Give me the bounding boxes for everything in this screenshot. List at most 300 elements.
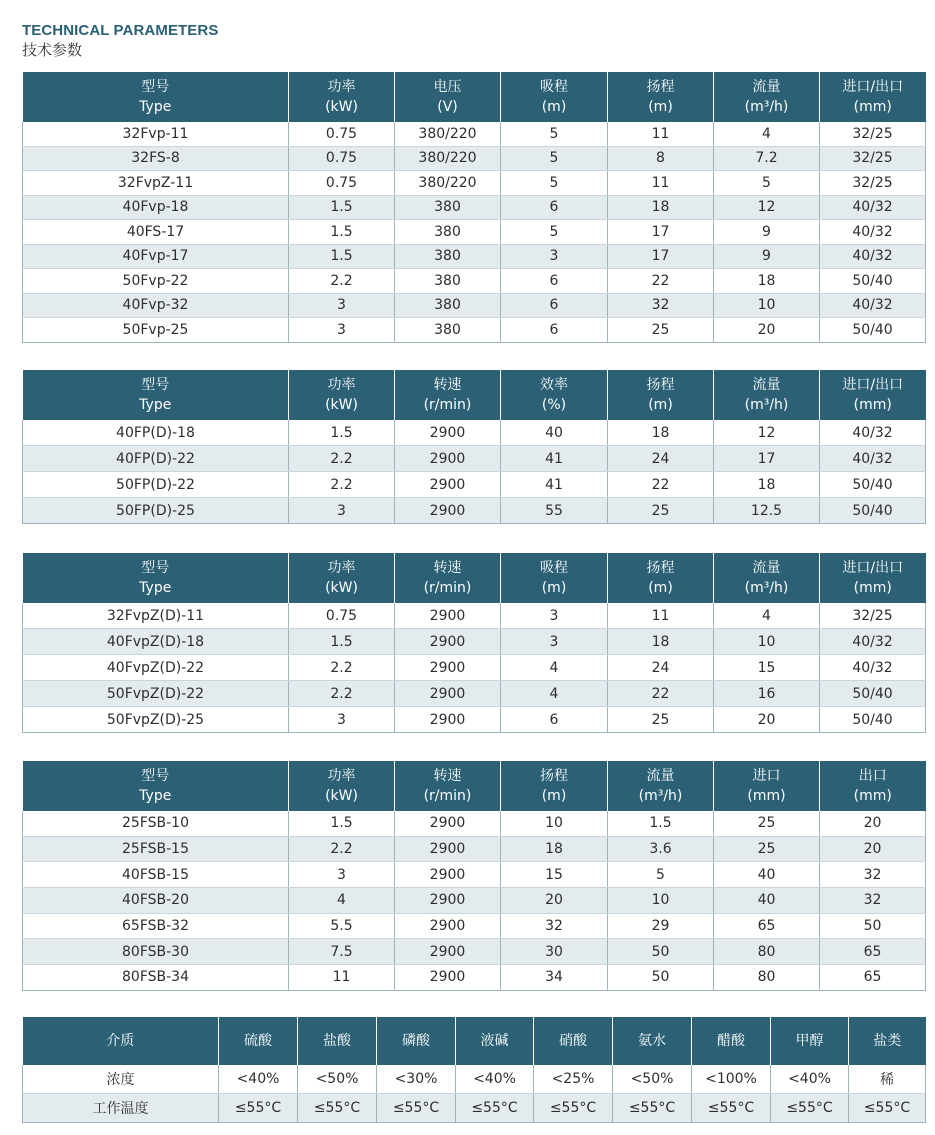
table-cell: 2900 [395,836,501,862]
table-cell: 5 [608,862,714,888]
table-cell: 32 [608,293,714,318]
table-cell: <25% [534,1065,613,1094]
column-header-unit: Type [139,99,172,115]
table-cell: 40/32 [820,293,926,318]
table-cell: 2900 [395,446,501,472]
column-header-unit: (m) [541,99,567,115]
table-cell: 20 [714,707,820,733]
section-title-en: TECHNICAL PARAMETERS [22,22,219,39]
table-cell: 6 [501,269,608,294]
column-header [820,761,926,811]
table-cell: 20 [714,318,820,343]
row-label-cell: 25FSB-10 [23,811,289,836]
section-title-cn: 技术参数 [22,41,83,59]
table-row [23,1094,926,1123]
column-header-label: 硫酸 [244,1033,272,1049]
column-header [23,553,289,603]
column-header [456,1017,534,1065]
table-cell: 3 [289,293,395,318]
table-cell: 18 [608,420,714,446]
table-cell: 6 [501,318,608,343]
table-cell: 15 [501,862,608,888]
table-cell: 11 [608,122,714,146]
column-header-unit: (mm) [853,397,892,413]
column-header-label: 出口 [858,768,887,784]
table-cell: 8 [608,146,714,171]
column-header [613,1017,692,1065]
column-header-label: 转速 [433,768,462,784]
row-label-cell: 32Fvp-11 [23,122,289,146]
row-label-cell: 40FP(D)-22 [23,446,289,472]
row-label-cell: 40FP(D)-18 [23,420,289,446]
column-header [608,761,714,811]
row-label-cell: 40Fvp-18 [23,195,289,220]
column-header [395,72,501,122]
table-row [23,318,926,343]
column-header-label: 效率 [540,377,568,393]
row-label-cell: 40FvpZ(D)-18 [23,629,289,655]
table-cell: 6 [501,293,608,318]
column-header [23,72,289,122]
column-header [534,1017,613,1065]
column-header-label: 扬程 [646,377,675,393]
column-header-label: 磷酸 [402,1033,430,1049]
column-header-unit: (mm) [853,99,892,115]
table-row [23,195,926,220]
table-cell: <40% [771,1065,849,1094]
table-row [23,603,926,629]
table-cell: 380/220 [395,122,501,146]
column-header-unit: (r/min) [423,580,472,596]
table-cell: <40% [456,1065,534,1094]
column-header [771,1017,849,1065]
column-header-label: 流量 [752,560,781,576]
table-row [23,122,926,146]
column-header-unit: (r/min) [423,397,472,413]
table-cell: 0.75 [289,171,395,196]
spec-table-1 [22,72,926,343]
table-cell: <40% [219,1065,298,1094]
table-cell: 3 [289,707,395,733]
column-header-label: 转速 [433,560,462,576]
table-cell: 3 [289,318,395,343]
table-cell: 380/220 [395,171,501,196]
table-cell: 2900 [395,707,501,733]
column-header-label: 进口/出口 [842,377,904,393]
row-label-cell: 80FSB-34 [23,965,289,991]
column-header [23,370,289,420]
column-header [23,761,289,811]
table-cell: <50% [613,1065,692,1094]
column-header [501,761,608,811]
column-header [395,761,501,811]
table-row [23,655,926,681]
table-cell: 25 [714,836,820,862]
column-header-unit: (m) [541,788,567,804]
table-cell: 40/32 [820,629,926,655]
table-cell: 11 [608,171,714,196]
table-cell: 40 [714,888,820,914]
table-cell: 50/40 [820,498,926,524]
column-header-label: 氨水 [638,1033,666,1049]
table-cell: 16 [714,681,820,707]
column-header-label: 型号 [141,560,170,576]
table-cell: 3.6 [608,836,714,862]
row-label-cell: 40FSB-15 [23,862,289,888]
column-header-unit: (V) [437,99,458,115]
column-header-unit: (mm) [853,788,892,804]
table-cell: 4 [714,122,820,146]
table-cell: ≤55°C [849,1094,926,1123]
medium-compatibility-table [22,1017,926,1123]
table-cell: 24 [608,655,714,681]
column-header-label: 甲醇 [795,1033,824,1049]
table-cell: 2.2 [289,681,395,707]
spec-table-3 [22,553,926,733]
table-cell: ≤55°C [377,1094,456,1123]
table-cell: 10 [714,629,820,655]
table-row [23,913,926,939]
table-row [23,420,926,446]
table-cell: 4 [289,888,395,914]
column-header-unit: (r/min) [423,788,472,804]
table-cell: 65 [820,965,926,991]
table-cell: 0.75 [289,603,395,629]
column-header-unit: (m³/h) [744,397,789,413]
spec-table-2 [22,370,926,524]
row-label-cell: 50FP(D)-25 [23,498,289,524]
table-cell: 380 [395,195,501,220]
column-header-label: 型号 [141,79,170,95]
table-cell: 2900 [395,939,501,965]
table-cell: 34 [501,965,608,991]
column-header [395,370,501,420]
column-header-unit: (m) [541,580,567,596]
column-header-label: 电压 [433,79,462,95]
table-cell: 20 [501,888,608,914]
row-label-cell: 50FvpZ(D)-25 [23,707,289,733]
table-cell: 2.2 [289,472,395,498]
table-cell: 32 [501,913,608,939]
table-cell: 40/32 [820,195,926,220]
row-label-cell: 40Fvp-32 [23,293,289,318]
row-label-cell: 40FSB-20 [23,888,289,914]
table-cell: 2900 [395,862,501,888]
column-header-unit: Type [139,580,172,596]
column-header-unit: (m³/h) [744,580,789,596]
table-cell: 4 [501,681,608,707]
column-header-label: 盐类 [873,1033,902,1049]
column-header-unit: (m³/h) [744,99,789,115]
column-header-label: 扬程 [540,768,568,784]
row-label-cell: 50Fvp-25 [23,318,289,343]
table-cell: 32/25 [820,146,926,171]
table-cell: 18 [714,269,820,294]
column-header-label: 进口 [752,768,781,784]
column-header-label: 液碱 [480,1033,509,1049]
column-header-label: 转速 [433,377,462,393]
column-header-label: 进口/出口 [842,560,904,576]
table-cell: 20 [820,811,926,836]
table-cell: 4 [501,655,608,681]
table-cell: ≤55°C [298,1094,377,1123]
column-header-unit: (m) [648,397,673,413]
column-header [714,370,820,420]
column-header-unit: (kW) [325,397,358,413]
table-row [23,629,926,655]
row-label-cell: 浓度 [23,1065,219,1094]
table-cell: 9 [714,220,820,245]
table-cell: 50/40 [820,707,926,733]
table-cell: 0.75 [289,146,395,171]
table-cell: 2900 [395,472,501,498]
table-cell: 18 [501,836,608,862]
table-cell: 41 [501,472,608,498]
table-cell: 1.5 [289,811,395,836]
column-header [608,370,714,420]
table-cell: 30 [501,939,608,965]
row-label-cell: 32FvpZ-11 [23,171,289,196]
row-label-cell: 50Fvp-22 [23,269,289,294]
table-cell: 1.5 [289,244,395,269]
row-label-cell: 50FP(D)-22 [23,472,289,498]
table-cell: 80 [714,965,820,991]
table-cell: ≤55°C [613,1094,692,1123]
table-cell: 50 [820,913,926,939]
column-header [849,1017,926,1065]
column-header-label: 流量 [752,79,781,95]
header-row [23,370,926,420]
table-row [23,681,926,707]
table-cell: 32/25 [820,122,926,146]
table-row [23,811,926,836]
table-cell: 10 [608,888,714,914]
table-row [23,1065,926,1094]
table-cell: 2.2 [289,269,395,294]
table-cell: 3 [289,498,395,524]
column-header [395,553,501,603]
column-header-label: 功率 [327,377,356,393]
table-row [23,498,926,524]
table-cell: 40/32 [820,220,926,245]
table-cell: ≤55°C [456,1094,534,1123]
column-header-label: 介质 [106,1033,135,1049]
table-cell: 65 [714,913,820,939]
table-cell: 50/40 [820,472,926,498]
table-cell: 20 [820,836,926,862]
table-row [23,707,926,733]
row-label-cell: 80FSB-30 [23,939,289,965]
row-label-cell: 40Fvp-17 [23,244,289,269]
column-header [820,370,926,420]
table-cell: 10 [501,811,608,836]
table-cell: 50/40 [820,318,926,343]
column-header [501,72,608,122]
table-cell: 18 [608,195,714,220]
table-cell: 5 [714,171,820,196]
table-cell: 25 [608,318,714,343]
table-cell: 41 [501,446,608,472]
table-cell: 6 [501,707,608,733]
table-cell: 40/32 [820,446,926,472]
table-cell: 3 [501,629,608,655]
table-cell: 380/220 [395,146,501,171]
table-cell: 0.75 [289,122,395,146]
header-row [23,553,926,603]
table-cell: 17 [608,244,714,269]
table-cell: 10 [714,293,820,318]
table-cell: 2900 [395,888,501,914]
table-cell: 1.5 [289,220,395,245]
row-label-cell: 25FSB-15 [23,836,289,862]
row-label-cell: 32FS-8 [23,146,289,171]
table-cell: 9 [714,244,820,269]
table-cell: ≤55°C [534,1094,613,1123]
table-cell: 25 [608,498,714,524]
column-header-unit: (%) [541,397,567,413]
table-row [23,269,926,294]
column-header-label: 醋酸 [717,1033,745,1049]
table-cell: 380 [395,293,501,318]
table-cell: 5 [501,171,608,196]
table-cell: 50/40 [820,681,926,707]
row-label-cell: 50FvpZ(D)-22 [23,681,289,707]
table-cell: 2.2 [289,446,395,472]
column-header-unit: (kW) [325,580,358,596]
table-row [23,171,926,196]
column-header-unit: (kW) [325,788,358,804]
table-cell: 18 [608,629,714,655]
table-cell: 12 [714,420,820,446]
table-cell: 4 [714,603,820,629]
table-cell: 17 [608,220,714,245]
table-cell: 11 [289,965,395,991]
table-cell: 3 [501,603,608,629]
column-header-unit: Type [139,397,172,413]
table-cell: ≤55°C [219,1094,298,1123]
table-cell: 6 [501,195,608,220]
table-cell: 2900 [395,603,501,629]
column-header-unit: (kW) [325,99,358,115]
table-cell: 18 [714,472,820,498]
table-cell: 380 [395,269,501,294]
column-header-label: 扬程 [646,79,675,95]
column-header [23,1017,219,1065]
column-header-unit: (m³/h) [638,788,683,804]
table-cell: 25 [608,707,714,733]
column-header [714,761,820,811]
column-header [608,553,714,603]
table-cell: 1.5 [608,811,714,836]
table-cell: 2900 [395,655,501,681]
table-row [23,146,926,171]
table-row [23,293,926,318]
column-header [501,553,608,603]
column-header [289,72,395,122]
table-cell: 7.2 [714,146,820,171]
table-cell: 11 [608,603,714,629]
table-cell: 380 [395,244,501,269]
table-row [23,939,926,965]
table-cell: 55 [501,498,608,524]
table-cell: 29 [608,913,714,939]
header-row [23,1017,926,1065]
table-cell: 7.5 [289,939,395,965]
table-cell: 380 [395,220,501,245]
column-header [608,72,714,122]
table-row [23,862,926,888]
table-cell: 3 [289,862,395,888]
column-header-label: 吸程 [540,560,568,576]
table-row [23,446,926,472]
table-cell: 22 [608,681,714,707]
table-row [23,220,926,245]
column-header [289,761,395,811]
column-header-label: 型号 [141,377,170,393]
table-cell: 2900 [395,913,501,939]
table-cell: 2900 [395,498,501,524]
table-cell: 24 [608,446,714,472]
table-cell: 65 [820,939,926,965]
column-header [289,553,395,603]
table-cell: 1.5 [289,420,395,446]
table-cell: 40/32 [820,244,926,269]
table-cell: 50/40 [820,269,926,294]
row-label-cell: 工作温度 [23,1094,219,1123]
table-cell: 50 [608,939,714,965]
table-cell: 80 [714,939,820,965]
column-header-unit: (mm) [747,788,786,804]
column-header-label: 流量 [646,768,675,784]
column-header-unit: Type [139,788,172,804]
column-header-label: 硝酸 [559,1033,587,1049]
table-cell: 1.5 [289,629,395,655]
table-cell: 2900 [395,965,501,991]
table-cell: 50 [608,965,714,991]
table-cell: 22 [608,269,714,294]
column-header [820,553,926,603]
table-cell: 12 [714,195,820,220]
header-row [23,72,926,122]
column-header-label: 功率 [327,79,356,95]
column-header-label: 进口/出口 [842,79,904,95]
column-header [692,1017,771,1065]
table-cell: 5 [501,146,608,171]
table-row [23,888,926,914]
table-row [23,965,926,991]
table-cell: 5 [501,220,608,245]
column-header [820,72,926,122]
table-cell: 32 [820,888,926,914]
column-header-label: 盐酸 [323,1033,351,1049]
column-header [377,1017,456,1065]
table-cell: 2.2 [289,836,395,862]
header-row [23,761,926,811]
row-label-cell: 40FS-17 [23,220,289,245]
table-cell: 40/32 [820,420,926,446]
table-cell: ≤55°C [771,1094,849,1123]
table-row [23,472,926,498]
table-cell: 2.2 [289,655,395,681]
column-header [219,1017,298,1065]
table-cell: 32/25 [820,171,926,196]
table-cell: 40/32 [820,655,926,681]
table-cell: 12.5 [714,498,820,524]
table-cell: 40 [714,862,820,888]
table-cell: 2900 [395,681,501,707]
table-cell: 25 [714,811,820,836]
table-cell: <50% [298,1065,377,1094]
